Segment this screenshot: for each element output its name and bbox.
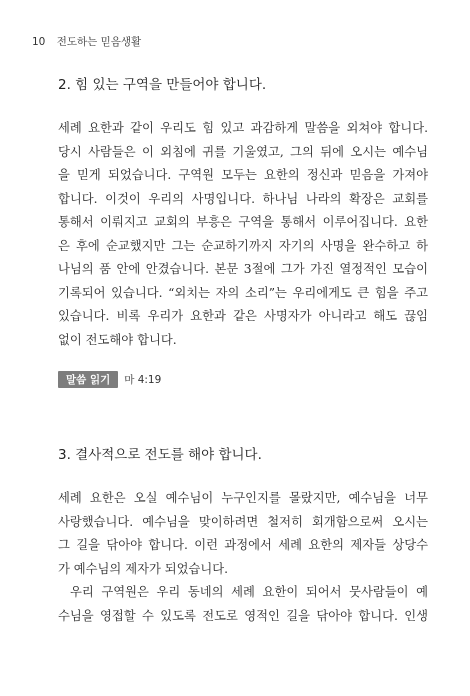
text-line: 기록되어 있습니다. “외치는 자의 소리”는 우리에게도 큰 힘을 주고 <box>58 285 428 300</box>
section-3-body <box>58 487 428 628</box>
text-line: 수님을 영접할 수 있도록 전도로 영적인 길을 닦아야 합니다. 인생 <box>58 608 428 623</box>
text-line: 은 후에 순교했지만 그는 순교하기까지 자기의 사명을 완수하고 하 <box>58 238 428 253</box>
section-3-title: 3. 결사적으로 전도를 해야 합니다. <box>58 447 262 463</box>
text-line: 가 예수님의 제자가 되었습니다. <box>58 561 229 576</box>
page-number: 10 <box>32 36 46 48</box>
text-line: 을 믿게 되었습니다. 구역원 모두는 요한의 정신과 믿음을 가져야 <box>58 168 428 182</box>
text-line: 세례 요한과 같이 우리도 힘 있고 과감하게 말씀을 외쳐야 합니다. <box>58 121 428 135</box>
text-line: 세례 요한은 오실 예수님이 누구인지를 몰랐지만, 예수님을 너무 <box>58 491 428 505</box>
running-header <box>32 34 141 48</box>
text-line: 있습니다. 비록 우리가 요한과 같은 사명자가 아니라고 해도 끊임 <box>58 309 428 323</box>
scripture-reference <box>58 371 161 387</box>
section-2-body <box>58 117 428 352</box>
text-line: 통해서 이뤄지고 교회의 부흥은 구역을 통해서 이루어집니다. 요한 <box>58 215 428 229</box>
text-line: 없이 전도해야 합니다. <box>58 332 177 347</box>
text-line: 합니다. 이것이 우리의 사명입니다. 하나님 나라의 확장은 교회를 <box>58 191 428 206</box>
text-line: 사랑했습니다. 예수님을 맞이하려면 철저히 회개함으로써 오시는 <box>58 514 428 529</box>
verse-reference: 마 4:19 <box>124 373 162 386</box>
text-line: 나님의 품 안에 안겼습니다. 본문 3절에 그가 가진 열정적인 모습이 <box>58 262 428 276</box>
book-title: 전도하는 믿음생활 <box>56 36 142 48</box>
reading-badge: 말씀 읽기 <box>58 371 118 388</box>
text-line: 그 길을 닦아야 합니다. 이런 과정에서 세례 요한의 제자들 상당수 <box>58 538 428 552</box>
text-line: 우리 구역원은 우리 동네의 세례 요한이 되어서 뭇사람들이 예 <box>70 585 428 599</box>
text-line: 당시 사람들은 이 외침에 귀를 기울였고, 그의 뒤에 오시는 예수님 <box>58 144 428 159</box>
section-2-title: 2. 힘 있는 구역을 만들어야 합니다. <box>58 77 267 93</box>
